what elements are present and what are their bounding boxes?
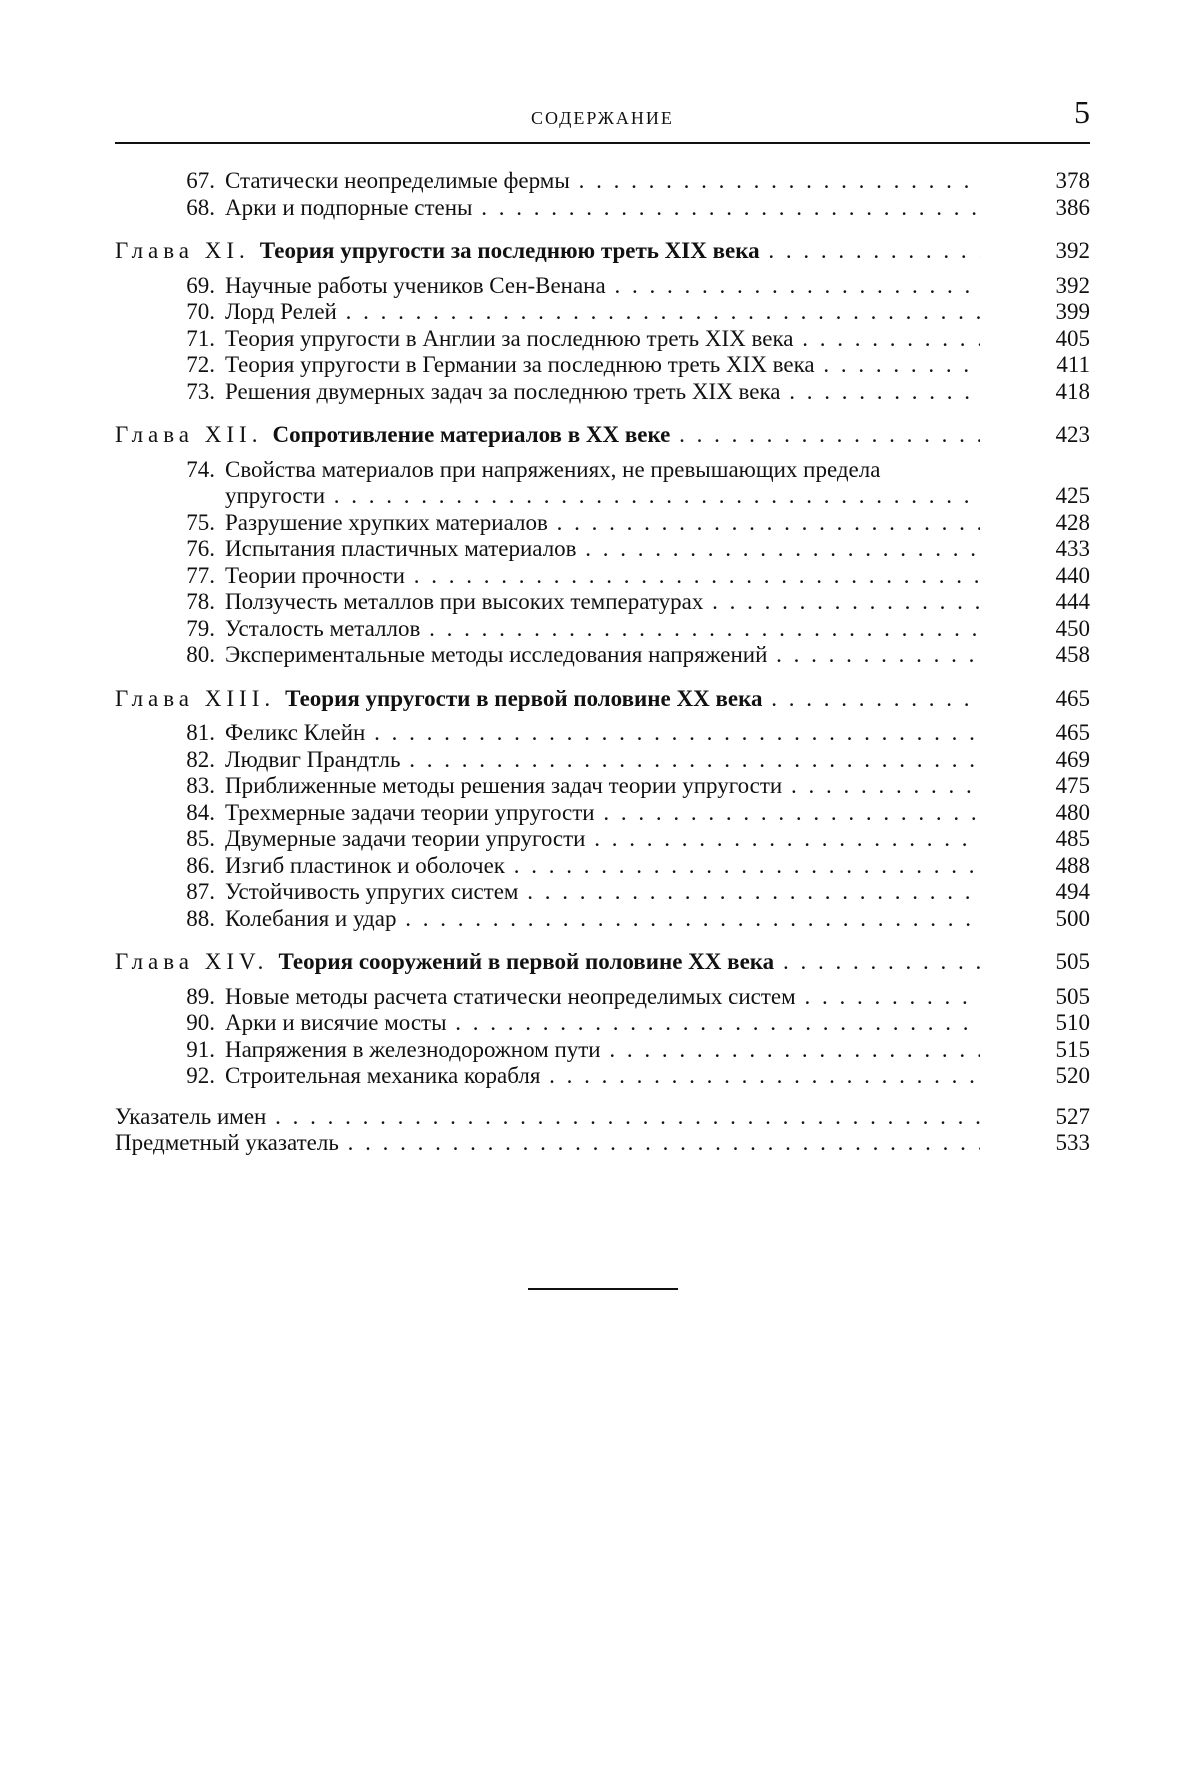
toc-chapter — [115, 949, 1090, 976]
toc-index-entry — [115, 1104, 1090, 1131]
entry-page-number: 392 — [1055, 238, 1090, 263]
chapter-label: Глава XI. — [115, 238, 250, 263]
entry-title: Теория упругости в Германии за последнюю треть XIX века . . . — [225, 352, 980, 377]
entry-title-wrap — [225, 273, 980, 299]
entry-title-wrap — [115, 949, 980, 975]
entry-page-number: 440 — [1055, 562, 1090, 588]
entry-page-number: 485 — [1055, 826, 1090, 851]
entry-page-number: 488 — [1055, 852, 1090, 878]
chapter-label: Глава XIV. — [115, 949, 269, 974]
entry-title-wrap — [225, 773, 980, 799]
entry-title-wrap — [225, 195, 980, 221]
entry-page-number: 423 — [1055, 422, 1090, 447]
section-number: 69. — [186, 272, 215, 298]
toc-entry — [115, 879, 1090, 906]
section-number: 75. — [186, 509, 215, 535]
entry-title-wrap — [225, 510, 980, 536]
entry-title: Теория упругости за последнюю треть XIX века . . . — [260, 238, 980, 263]
toc-entry — [115, 616, 1090, 643]
toc-entry — [115, 352, 1090, 379]
toc-entry — [115, 984, 1090, 1011]
entry-title-wrap — [225, 299, 980, 325]
entry-page-number: 450 — [1055, 615, 1090, 641]
toc-entry — [115, 1037, 1090, 1064]
entry-title: Приближенные методы решения задач теории упругости . . . — [225, 773, 980, 798]
entry-title: Новые методы расчета статически неопределимых систем . . . — [225, 984, 980, 1009]
section-number: 77. — [186, 562, 215, 588]
toc-entry — [115, 589, 1090, 616]
section-number: 74. — [186, 456, 215, 482]
section-number: 67. — [186, 168, 215, 193]
section-number: 90. — [186, 1010, 215, 1035]
toc-entry — [115, 273, 1090, 300]
entry-page-number: 510 — [1055, 1010, 1090, 1035]
entry-page-number: 500 — [1055, 905, 1090, 931]
entry-title: Изгиб пластинок и оболочек . . . — [225, 853, 980, 878]
entry-page-number: 392 — [1055, 272, 1090, 298]
entry-title-wrap — [225, 720, 980, 746]
entry-page-number: 465 — [1055, 685, 1090, 711]
section-number: 85. — [186, 826, 215, 851]
entry-title: Колебания и удар . . . — [225, 906, 980, 931]
section-number: 68. — [186, 194, 215, 220]
toc-entry — [115, 1063, 1090, 1090]
entry-page-number: 505 — [1055, 983, 1090, 1009]
entry-page-number: 418 — [1055, 378, 1090, 404]
entry-page-number: 444 — [1055, 589, 1090, 614]
chapter-label: Глава XII. — [115, 422, 263, 447]
toc-entry — [115, 168, 1090, 195]
toc-entry — [115, 457, 1090, 510]
entry-page-number: 411 — [1056, 352, 1090, 377]
entry-title-wrap — [225, 747, 980, 773]
entry-title: Теории прочности . . . — [225, 563, 980, 588]
entry-page-number: 425 — [1055, 483, 1090, 508]
toc-entry — [115, 299, 1090, 326]
entry-title-wrap — [225, 616, 980, 642]
section-number: 81. — [186, 720, 215, 745]
section-number: 79. — [186, 615, 215, 641]
entry-title-wrap — [115, 238, 980, 264]
entry-title-wrap — [225, 853, 980, 879]
entry-title: Свойства материалов при напряжениях, не превышающих предела упругости . . . — [225, 457, 973, 510]
entry-title: Предметный указатель . . . — [115, 1130, 980, 1155]
entry-page-number: 469 — [1055, 746, 1090, 772]
entry-title: Усталость металлов . . . — [225, 616, 980, 641]
entry-title: Решения двумерных задач за последнюю треть XIX века . . . — [225, 379, 980, 404]
entry-title: Теория упругости в первой половине XX века . . . — [285, 686, 980, 711]
section-number: 89. — [186, 983, 215, 1009]
page-header — [115, 94, 1090, 144]
entry-page-number: 386 — [1055, 194, 1090, 220]
section-number: 87. — [186, 879, 215, 904]
entry-title-wrap — [225, 563, 980, 589]
entry-title: Указатель имен . . . — [115, 1104, 980, 1129]
entry-page-number: 533 — [1055, 1130, 1090, 1155]
section-number: 71. — [186, 325, 215, 351]
section-number: 84. — [186, 799, 215, 825]
entry-title: Арки и висячие мосты . . . — [225, 1010, 980, 1035]
section-number: 86. — [186, 852, 215, 878]
entry-title: Теория сооружений в первой половине XX века . . . — [278, 949, 980, 974]
page-number: 5 — [1074, 94, 1090, 130]
entry-title-wrap — [225, 326, 980, 352]
entry-title: Статически неопределимые фермы . . . — [225, 168, 980, 193]
toc-entry — [115, 1010, 1090, 1037]
entry-title: Трехмерные задачи теории упругости . . . — [225, 800, 980, 825]
section-number: 92. — [186, 1063, 215, 1088]
entry-page-number: 378 — [1055, 168, 1090, 193]
entry-title: Экспериментальные методы исследования напряжений . . . — [225, 642, 980, 667]
entry-title-wrap — [115, 422, 980, 448]
entry-title-wrap — [225, 1037, 980, 1063]
entry-title: Арки и подпорные стены . . . — [225, 195, 980, 220]
toc-chapter — [115, 686, 1090, 713]
section-number: 82. — [186, 746, 215, 772]
entry-title: Людвиг Прандтль . . . — [225, 747, 980, 772]
toc-chapter — [115, 422, 1090, 449]
entry-page-number: 527 — [1055, 1103, 1090, 1129]
entry-title: Напряжения в железнодорожном пути . . . — [225, 1037, 980, 1062]
toc-entry — [115, 773, 1090, 800]
chapter-label: Глава XIII. — [115, 685, 276, 711]
entry-title: Устойчивость упругих систем . . . — [225, 879, 980, 904]
toc-entry — [115, 853, 1090, 880]
table-of-contents — [115, 168, 1090, 1157]
entry-title-wrap — [225, 826, 980, 852]
section-number: 76. — [186, 536, 215, 561]
entry-title-wrap — [225, 800, 980, 826]
entry-page-number: 405 — [1055, 325, 1090, 351]
section-number: 88. — [186, 905, 215, 931]
running-title: СОДЕРЖАНИЕ — [531, 108, 674, 128]
entry-page-number: 428 — [1055, 509, 1090, 535]
section-number: 91. — [186, 1036, 215, 1062]
toc-entry — [115, 563, 1090, 590]
entry-page-number: 475 — [1055, 773, 1090, 798]
entry-title-wrap — [225, 642, 980, 668]
entry-title-wrap — [225, 1063, 980, 1089]
section-number: 83. — [186, 773, 215, 798]
toc-entry — [115, 536, 1090, 563]
entry-title: Строительная механика корабля . . . — [225, 1063, 980, 1088]
entry-title-wrap — [225, 906, 980, 932]
toc-index-entry — [115, 1130, 1090, 1157]
toc-entry — [115, 800, 1090, 827]
toc-entry — [115, 326, 1090, 353]
entry-title: Сопротивление материалов в XX веке . . . — [272, 422, 980, 447]
toc-entry — [115, 510, 1090, 537]
section-number: 78. — [186, 589, 215, 614]
entry-page-number: 399 — [1055, 299, 1090, 324]
entry-page-number: 458 — [1055, 642, 1090, 667]
entry-title-wrap — [115, 1130, 980, 1156]
entry-title-wrap — [225, 457, 980, 510]
entry-title-wrap — [225, 1010, 980, 1036]
entry-page-number: 494 — [1055, 879, 1090, 904]
entry-title-wrap — [225, 589, 980, 615]
footer-rule — [528, 1288, 678, 1290]
entry-title: Разрушение хрупких материалов . . . — [225, 510, 980, 535]
entry-page-number: 520 — [1055, 1063, 1090, 1088]
toc-entry — [115, 826, 1090, 853]
toc-entry — [115, 642, 1090, 669]
toc-entry — [115, 720, 1090, 747]
entry-page-number: 465 — [1055, 720, 1090, 745]
entry-page-number: 505 — [1055, 949, 1090, 974]
entry-title-wrap — [115, 1104, 980, 1130]
entry-title-wrap — [225, 879, 980, 905]
entry-title: Феликс Клейн . . . — [225, 720, 980, 745]
section-number: 70. — [186, 299, 215, 324]
entry-title: Испытания пластичных материалов . . . — [225, 536, 980, 561]
section-number: 73. — [186, 378, 215, 404]
entry-title: Двумерные задачи теории упругости . . . — [225, 826, 980, 851]
entry-page-number: 515 — [1055, 1036, 1090, 1062]
entry-title-wrap — [225, 984, 980, 1010]
entry-title-wrap — [225, 536, 980, 562]
entry-title-wrap — [115, 686, 980, 712]
entry-title: Научные работы учеников Сен-Венана . . . — [225, 273, 980, 298]
toc-entry — [115, 747, 1090, 774]
section-number: 80. — [186, 642, 215, 667]
entry-title-wrap — [225, 168, 980, 194]
entry-title: Ползучесть металлов при высоких температурах . . . — [225, 589, 980, 614]
entry-title: Теория упругости в Англии за последнюю треть XIX века . . . — [225, 326, 980, 351]
entry-page-number: 433 — [1055, 536, 1090, 561]
entry-page-number: 480 — [1055, 799, 1090, 825]
entry-title: Лорд Релей . . . — [225, 299, 980, 324]
entry-title-wrap — [225, 352, 980, 378]
toc-entry — [115, 906, 1090, 933]
toc-entry — [115, 195, 1090, 222]
entry-title-wrap — [225, 379, 980, 405]
section-number: 72. — [186, 352, 215, 377]
header-rule — [115, 142, 1090, 144]
toc-chapter — [115, 238, 1090, 265]
toc-entry — [115, 379, 1090, 406]
